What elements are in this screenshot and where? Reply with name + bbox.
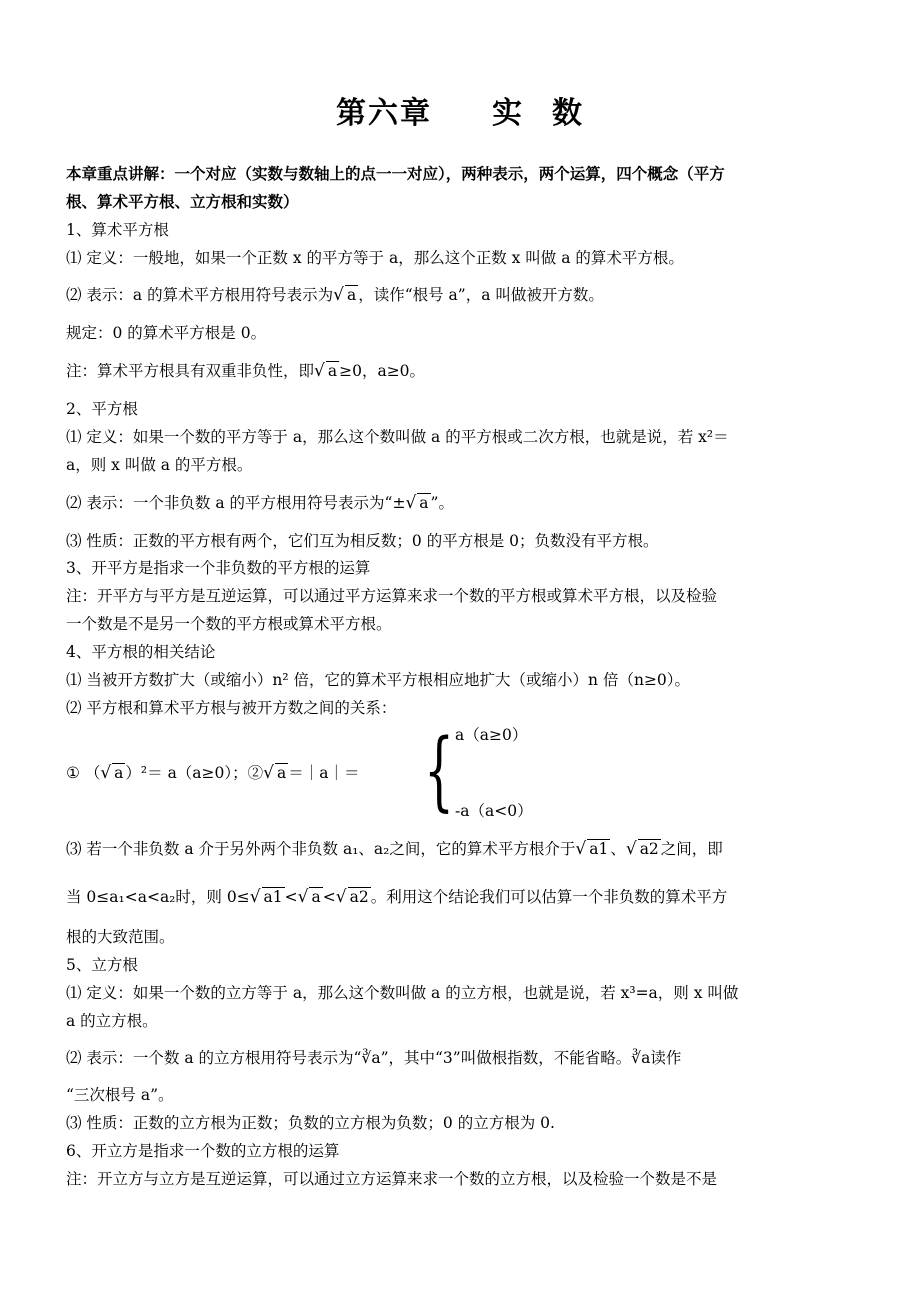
s2-property: ⑶ 性质：正数的平方根有两个，它们互为相反数；0 的平方根是 0；负数没有平方根。 (66, 532, 659, 550)
s5-definition-2: a 的立方根。 (66, 1012, 158, 1030)
intro-line-1: 本章重点讲解：一个对应（实数与数轴上的点一一对应），两种表示，两个运算，四个概念（平方 (66, 165, 725, 183)
section-3-heading: 3、开平方是指求一个非负数的平方根的运算 (66, 559, 371, 577)
section-2-heading: 2、平方根 (66, 400, 138, 418)
page-title (0, 88, 920, 132)
s2-definition-2: a，则 x 叫做 a 的平方根。 (66, 456, 253, 474)
s4-item-1: ⑴ 当被开方数扩大（或缩小）n² 倍，它的算术平方根相应地扩大（或缩小）n 倍（n≥0）。 (66, 671, 691, 689)
piecewise-brace: { (424, 721, 455, 821)
section-4-heading: 4、平方根的相关结论 (66, 643, 216, 661)
s4-item-3: ⑶ 若一个非负数 a 介于另外两个非负数 a₁、a₂之间，它的算术平方根介于√ a1 、√ a2 之间，即 (66, 839, 723, 859)
s2-definition-1: ⑴ 定义：如果一个数的平方等于 a，那么这个数叫做 a 的平方根或二次方根，也就是说，若 x²＝ (66, 428, 729, 446)
s1-rule: 规定：0 的算术平方根是 0。 (66, 324, 267, 342)
s1-definition: ⑴ 定义：一般地，如果一个正数 x 的平方等于 a，那么这个正数 x 叫做 a 的算术平方根。 (66, 249, 684, 267)
title-word-1: 实 (492, 96, 524, 131)
s2-notation: ⑵ 表示：一个非负数 a 的平方根用符号表示为“±√ a ”。 (66, 493, 454, 513)
s5-property: ⑶ 性质：正数的立方根为正数；负数的立方根为负数；0 的立方根为 0. (66, 1114, 555, 1132)
s5-notation: ⑵ 表示：一个数 a 的立方根用符号表示为“∛a”，其中“3”叫做根指数，不能省略。∛a读作 (66, 1049, 682, 1067)
title-word-2: 数 (552, 96, 584, 131)
s4-item-3-cont: 当 0≤a₁<a<a₂时，则 0≤√ a1 <√ a <√ a2 。利用这个结论我们可以估算一个非负数的算术平方 (66, 887, 728, 907)
section-5-heading: 5、立方根 (66, 956, 138, 974)
s3-note-1: 注：开平方与平方是互逆运算，可以通过平方运算来求一个数的平方根或算术平方根，以及检验 (66, 587, 718, 605)
s5-definition-1: ⑴ 定义：如果一个数的立方等于 a，那么这个数叫做 a 的立方根，也就是说，若 x³=a，则 x 叫做 (66, 984, 739, 1002)
title-chapter: 第六章 (336, 96, 432, 131)
case-negative: -a（a<0） (455, 802, 533, 820)
s4-item-2: ⑵ 平方根和算术平方根与被开方数之间的关系： (66, 699, 397, 717)
s1-notation: ⑵ 表示：a 的算术平方根用符号表示为√ a ，读作“根号 a”，a 叫做被开方数。 (66, 285, 604, 305)
s4-item-3-end: 根的大致范围。 (66, 928, 175, 946)
formula-line: ① （√ a ）²＝ a（a≥0）；②√ a ＝｜a｜＝ (66, 763, 360, 783)
section-1-heading: 1、算术平方根 (66, 221, 169, 239)
section-6-heading: 6、开立方是指求一个数的立方根的运算 (66, 1142, 340, 1160)
intro-line-2: 根、算术平方根、立方根和实数） (66, 193, 299, 211)
s6-note: 注：开立方与立方是互逆运算，可以通过立方运算来求一个数的立方根，以及检验一个数是不是 (66, 1170, 718, 1188)
case-positive: a（a≥0） (455, 726, 528, 744)
s1-note: 注：算术平方根具有双重非负性，即√ a ≥0，a≥0。 (66, 361, 426, 381)
s3-note-2: 一个数是不是另一个数的平方根或算术平方根。 (66, 615, 392, 633)
s5-notation-cont: “三次根号 a”。 (66, 1086, 174, 1104)
